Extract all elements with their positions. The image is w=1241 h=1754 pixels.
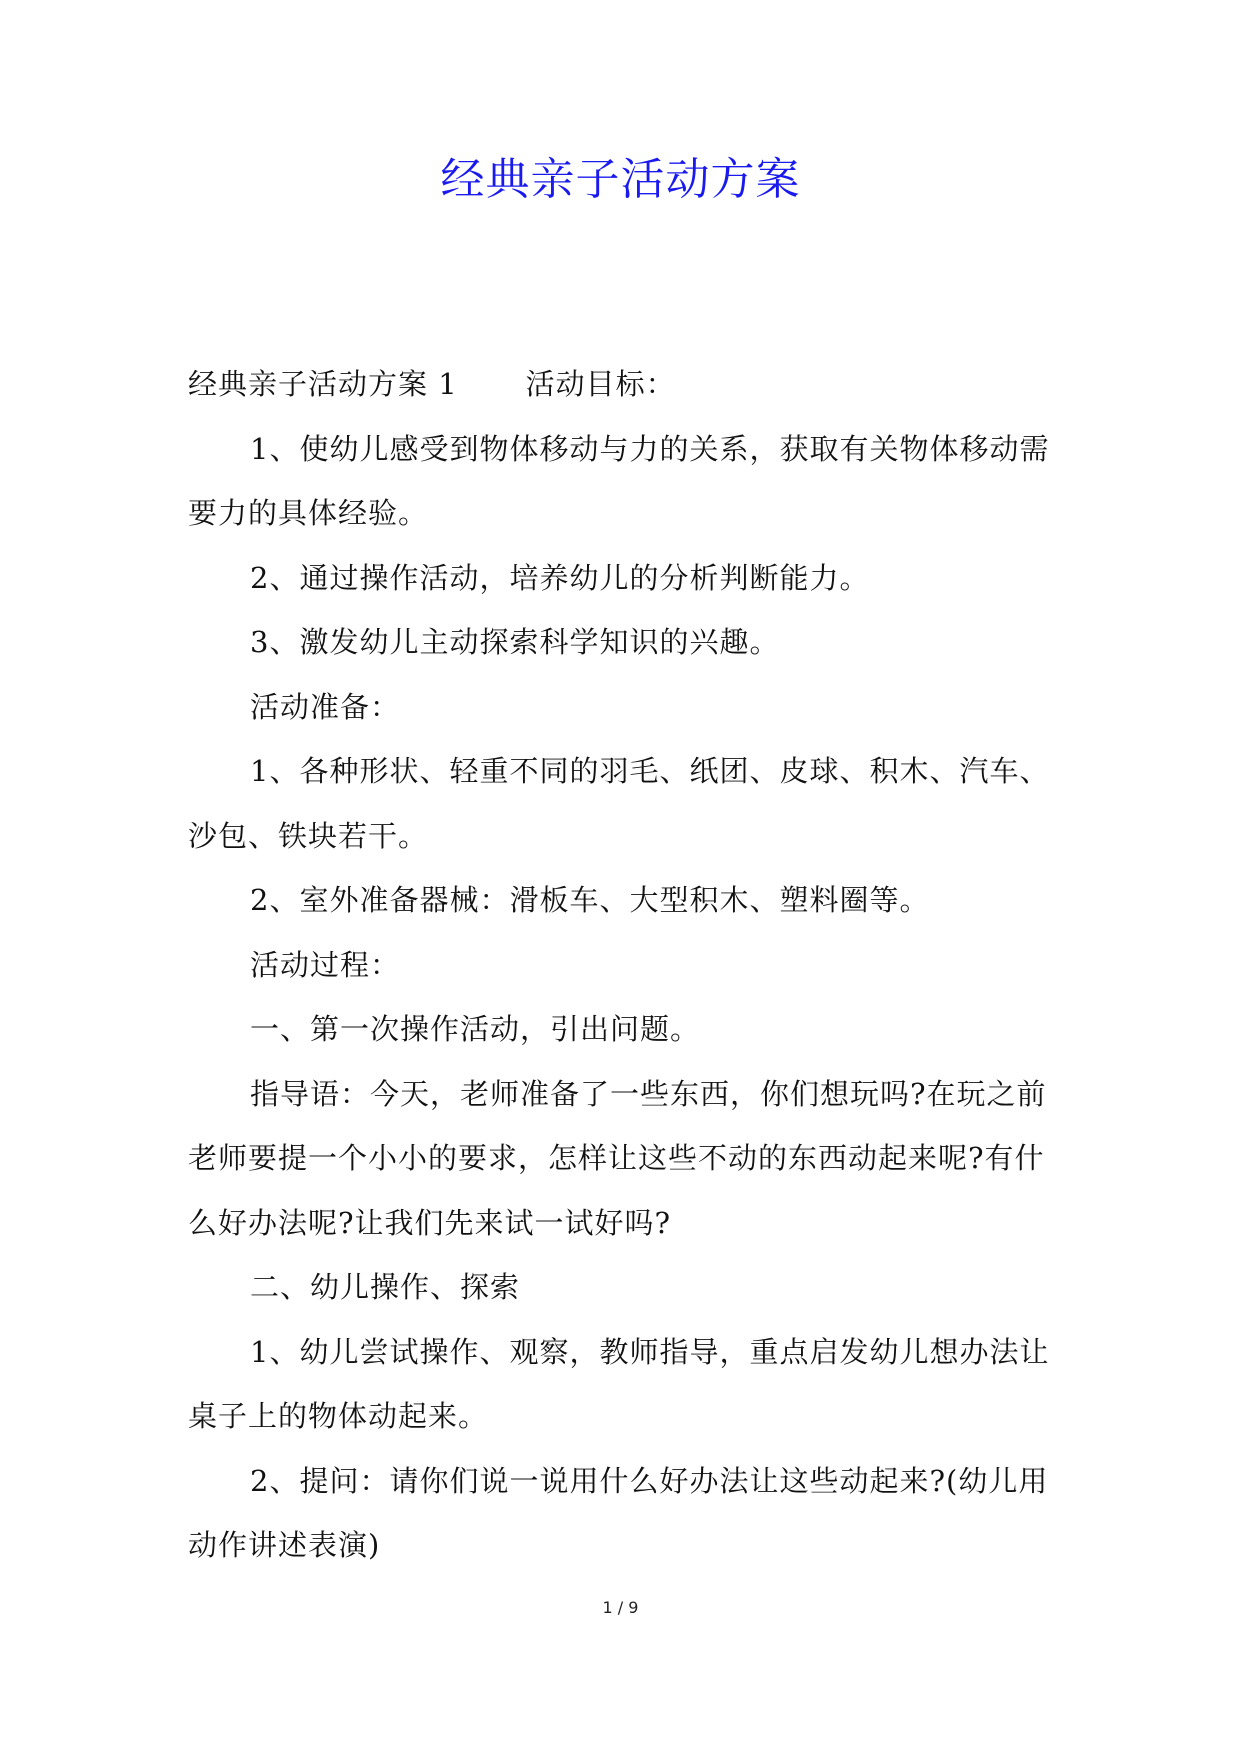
paragraph: 2、提问：请你们说一说用什么好办法让这些动起来?(幼儿用动作讲述表演) — [188, 1463, 1049, 1562]
activity-goal-label: 活动目标： — [525, 367, 676, 401]
paragraph: 2、室外准备器械：滑板车、大型积木、塑料圈等。 — [250, 883, 930, 917]
paragraph: 1、使幼儿感受到物体移动与力的关系，获取有关物体移动需要力的具体经验。 — [188, 431, 1050, 530]
paragraph: 1、各种形状、轻重不同的羽毛、纸团、皮球、积木、汽车、沙包、铁块若干。 — [188, 754, 1050, 853]
document-title: 经典亲子活动方案 — [440, 154, 801, 205]
document-body — [188, 352, 1068, 1578]
first-line — [188, 352, 1068, 417]
section-heading: 活动过程： — [250, 947, 401, 982]
page-number: 1 / 9 — [602, 1598, 639, 1617]
section-heading: 活动准备： — [250, 689, 401, 724]
paragraph: 指导语：今天，老师准备了一些东西，你们想玩吗?在玩之前老师要提一个小小的要求，怎样让这些不动的东西动起来呢?有什么好办法呢?让我们先来试一试好吗? — [188, 1076, 1047, 1240]
paragraph: 2、通过操作活动，培养幼儿的分析判断能力。 — [250, 560, 870, 595]
paragraph: 1、幼儿尝试操作、观察，教师指导，重点启发幼儿想办法让桌子上的物体动起来。 — [188, 1334, 1050, 1433]
paragraph: 一、第一次操作活动，引出问题。 — [250, 1012, 701, 1046]
paragraph: 3、激发幼儿主动探索科学知识的兴趣。 — [250, 625, 780, 659]
paragraph: 二、幼儿操作、探索 — [250, 1270, 521, 1304]
plan-heading: 经典亲子活动方案 1 — [188, 367, 458, 401]
